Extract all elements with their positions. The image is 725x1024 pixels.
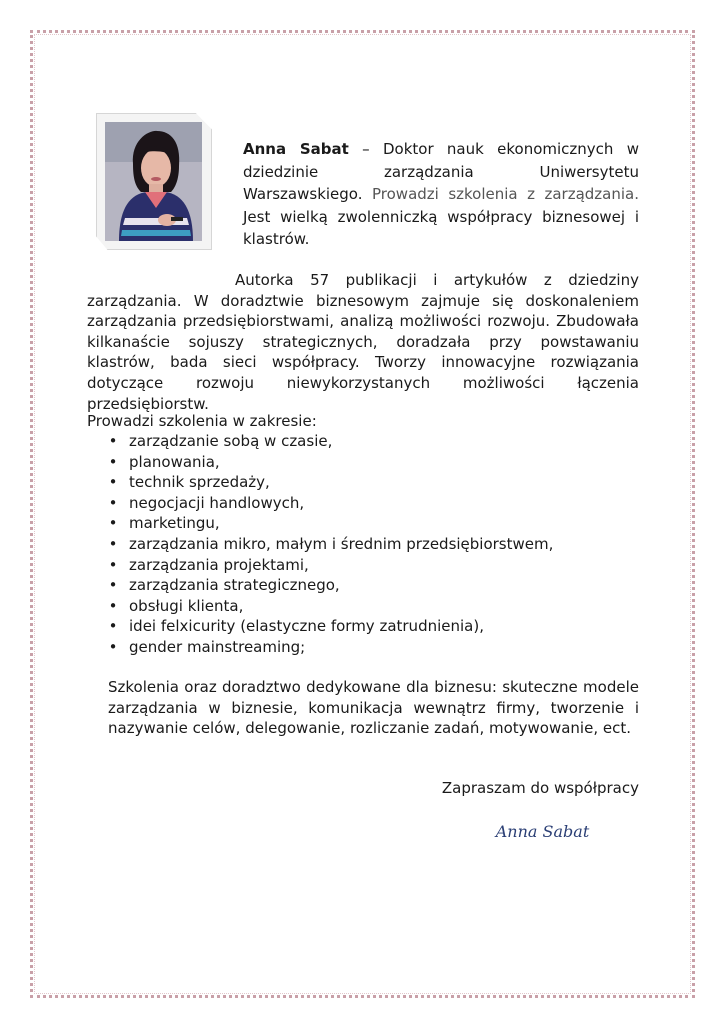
list-item — [87, 472, 639, 493]
list-item-text: planowania, — [129, 452, 220, 471]
author-name: Anna Sabat — [243, 140, 349, 158]
portrait-illustration — [105, 122, 202, 241]
list-item — [87, 452, 639, 473]
list-item-text: negocjacji handlowych, — [129, 493, 305, 512]
bullet-icon: • — [108, 432, 118, 450]
invitation-line: Zapraszam do współpracy — [441, 779, 639, 797]
training-list — [87, 431, 639, 658]
list-item-text: zarządzania mikro, małym i średnim przedsiębiorstwem, — [129, 534, 554, 553]
list-item — [87, 555, 639, 576]
bullet-icon: • — [108, 576, 118, 595]
portrait-photo-frame — [96, 113, 212, 250]
list-item-text: obsługi klienta, — [129, 596, 244, 615]
bullet-icon: • — [108, 555, 118, 574]
bullet-icon: • — [108, 473, 118, 492]
closing-paragraph: Szkolenia oraz doradztwo dedykowane dla biznesu: skuteczne modele zarządzania w biznesie, komunikacja wewnątrz firmy, tworzenie i nazywanie celów, delegowanie, rozliczanie zadań, motywowanie, ect. — [108, 678, 639, 738]
bullet-icon: • — [108, 534, 118, 553]
list-item — [87, 575, 639, 596]
bio-paragraph — [87, 270, 639, 414]
intro-text-c: Jest wielką zwolenniczką współpracy biznesowej i klastrów. — [243, 207, 639, 248]
list-item-text: idei felxicurity (elastyczne formy zatrudnienia), — [129, 617, 484, 636]
list-item — [87, 493, 639, 514]
bio-text: Autorka 57 publikacji i artykułów z dziedziny zarządzania. W doradztwie biznesowym zajmuje się doskonaleniem zarządzania przedsiębiorstwami, analizą możliwości rozwoju. Zbudowała kilkanaście sojuszy strategicznych, doradzała przy powstawaniu klastrów, bada sieci współpracy. Tworzy innowacyjne rozwiązania dotyczące rozwoju niewykorzystanych możliwości łączenia przedsiębiorstw. — [87, 271, 639, 413]
list-item-text: technik sprzedaży, — [129, 473, 270, 492]
bullet-icon: • — [108, 637, 118, 656]
list-item — [87, 431, 639, 452]
intro-text-a: – Doktor nauk ekonomicznych w dziedzinie zarządzania Uniwersytetu Warszawskiego. — [243, 140, 640, 203]
bullet-icon: • — [108, 617, 118, 636]
list-item-text: gender mainstreaming; — [129, 637, 306, 656]
bullet-icon: • — [108, 514, 118, 533]
list-item-text: zarządzania strategicznego, — [129, 576, 340, 595]
list-item — [87, 637, 639, 658]
bullet-icon: • — [108, 452, 118, 471]
intro-paragraph — [243, 138, 639, 251]
bullet-icon: • — [108, 596, 118, 615]
training-lead: Prowadzi szkolenia w zakresie: — [87, 412, 317, 430]
portrait-photo — [105, 122, 202, 241]
list-item — [87, 534, 639, 555]
intro-text-b: Prowadzi szkolenia z zarządzania. — [372, 185, 640, 203]
list-item — [87, 513, 639, 534]
bullet-icon: • — [108, 493, 118, 512]
list-item — [87, 616, 639, 637]
signature: Anna Sabat — [495, 822, 590, 841]
list-item-text: zarządzania projektami, — [129, 555, 309, 574]
list-item — [87, 596, 639, 617]
list-item-text: marketingu, — [129, 514, 220, 533]
list-item-text: zarządzanie sobą w czasie, — [129, 432, 333, 450]
